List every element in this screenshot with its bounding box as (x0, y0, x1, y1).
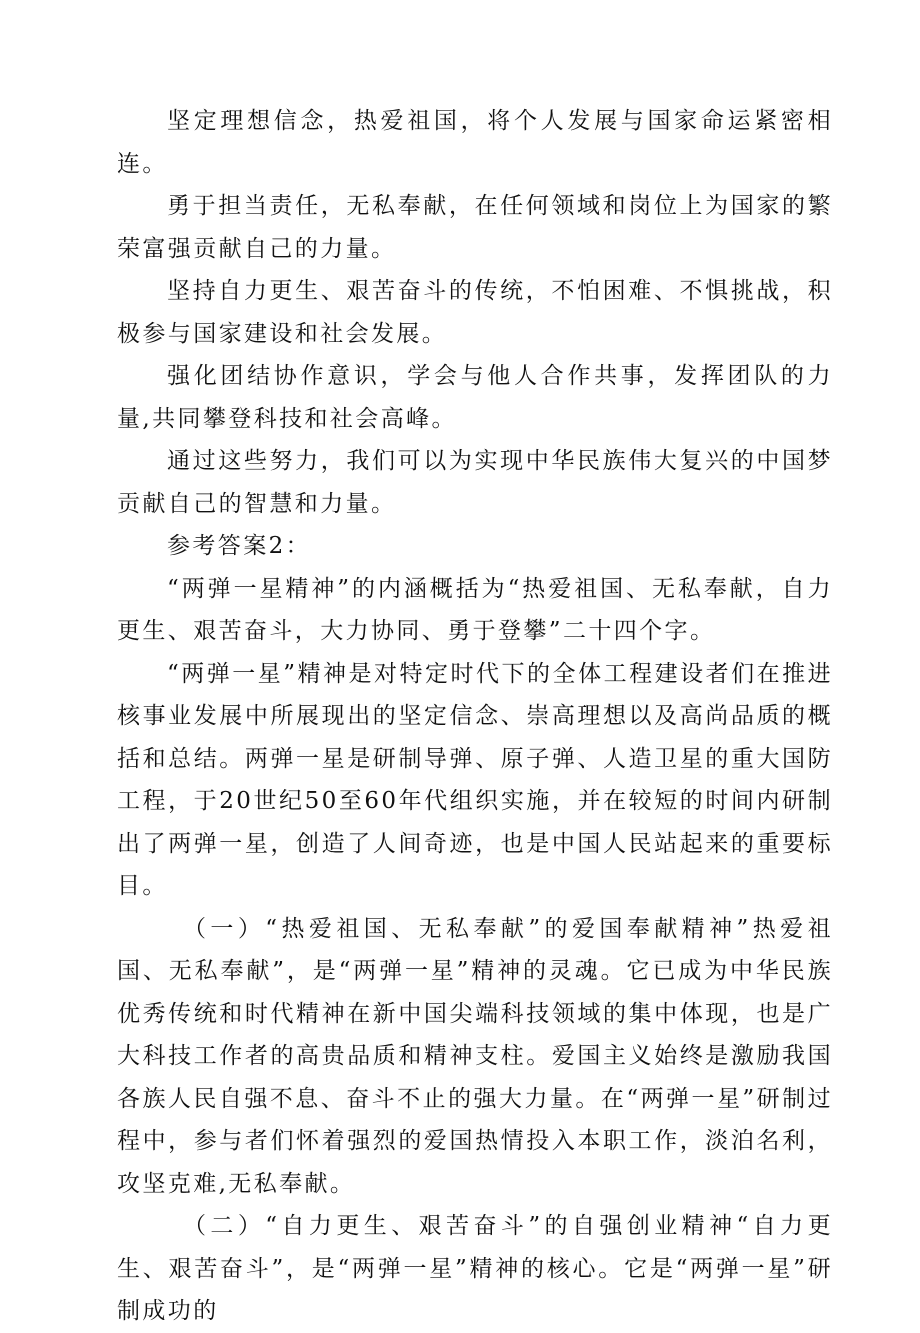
paragraph-self-reliance: 坚持自力更生、艰苦奋斗的传统，不怕困难、不惧挑战，积极参与国家建设和社会发展。 (117, 278, 833, 347)
paragraph-section-two: （二）“自力更生、艰苦奋斗”的自强创业精神“自力更生、艰苦奋斗”，是“两弹一星”精神的核心。它是“两弹一星”研制成功的 (117, 1213, 833, 1324)
paragraph-conclusion: 通过这些努力，我们可以为实现中华民族伟大复兴的中国梦贡献自己的智慧和力量。 (117, 448, 833, 517)
document-body (117, 100, 833, 1333)
paragraph-spirit-definition: “两弹一星精神”的内涵概括为“热爱祖国、无私奉献，自力更生、艰苦奋斗，大力协同、勇于登攀”二十四个字。 (117, 575, 833, 644)
paragraph-spirit-summary: “两弹一星”精神是对特定时代下的全体工程建设者们在推进核事业发展中所展现出的坚定信念、崇高理想以及高尚品质的概括和总结。两弹一星是研制导弹、原子弹、人造卫星的重大国防工程，于20世纪50至60年代组织实施，并在较短的时间内研制出了两弹一星，创造了人间奇迹，也是中国人民站起来的重要标目。 (117, 660, 833, 899)
reference-answer-heading: 参考答案2： (167, 533, 312, 559)
paragraph-ideals: 坚定理想信念，热爱祖国，将个人发展与国家命运紧密相连。 (117, 108, 833, 177)
paragraph-responsibility: 勇于担当责任，无私奉献，在任何领域和岗位上为国家的繁荣富强贡献自己的力量。 (117, 193, 833, 262)
paragraph-teamwork: 强化团结协作意识，学会与他人合作共事，发挥团队的力量,共同攀登科技和社会高峰。 (117, 363, 833, 432)
paragraph-section-one: （一）“热爱祖国、无私奉献”的爱国奉献精神”热爱祖国、无私奉献”，是“两弹一星”精神的灵魂。它已成为中华民族优秀传统和时代精神在新中国尖端科技领域的集中体现，也是广大科技工作者的高贵品质和精神支柱。爱国主义始终是激励我国各族人民自强不息、奋斗不止的强大力量。在“两弹一星”研制过程中，参与者们怀着强烈的爱国热情投入本职工作，淡泊名利，攻坚克难,无私奉献。 (117, 915, 833, 1197)
